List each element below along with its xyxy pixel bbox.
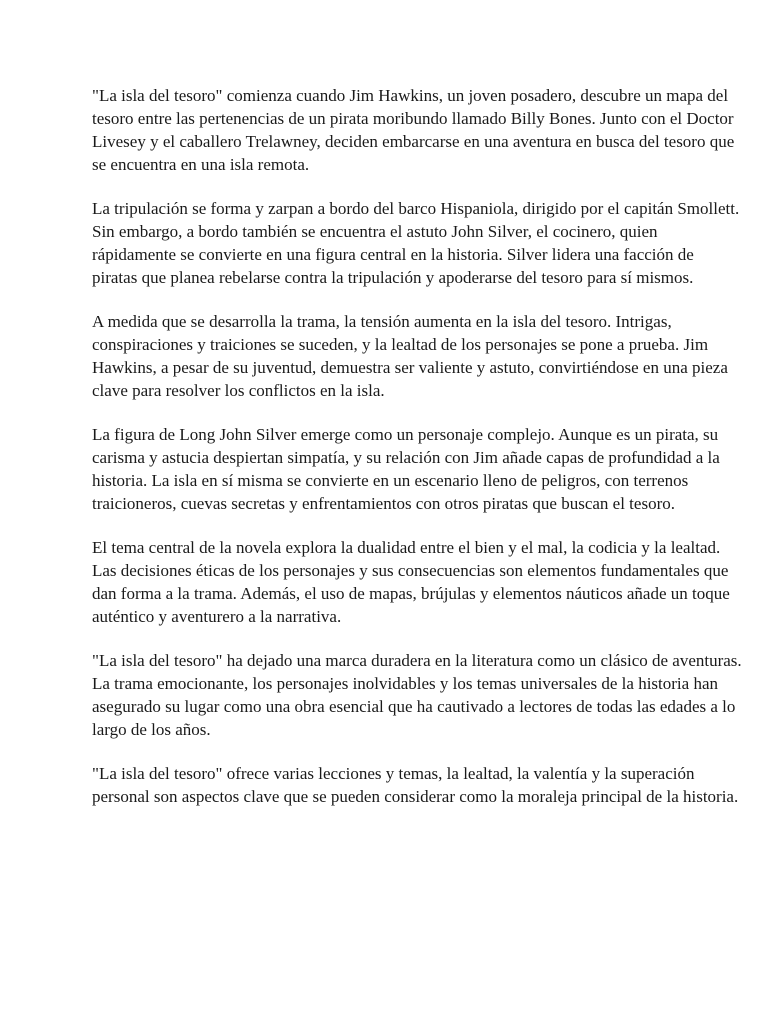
paragraph-5: El tema central de la novela explora la dualidad entre el bien y el mal, la codicia y la lealtad. Las decisiones éticas de los personajes y sus consecuencias son elementos fundamentales que dan forma a la trama. Además, el uso de mapas, brújulas y elementos náuticos añade un toque auténtico y aventurero a la narrativa. bbox=[92, 538, 730, 626]
paragraph-2: La tripulación se forma y zarpan a bordo del barco Hispaniola, dirigido por el capitán Smollett. Sin embargo, a bordo también se encuentra el astuto John Silver, el cocinero, quien rápidamente se convierte en una figura central en la historia. Silver lidera una facción de piratas que planea rebelarse contra la tripulación y apoderarse del tesoro para sí mismos. bbox=[92, 199, 740, 287]
document-page bbox=[92, 84, 742, 829]
paragraph-6: "La isla del tesoro" ha dejado una marca duradera en la literatura como un clásico de aventuras. La trama emocionante, los personajes inolvidables y los temas universales de la historia han asegurado su lugar como una obra esencial que ha cautivado a lectores de todas las edades a lo largo de los años. bbox=[92, 651, 742, 739]
paragraph-3: A medida que se desarrolla la trama, la tensión aumenta en la isla del tesoro. Intrigas, conspiraciones y traiciones se suceden, y la lealtad de los personajes se pone a prueba. Jim Hawkins, a pesar de su juventud, demuestra ser valiente y astuto, convirtiéndose en una pieza clave para resolver los conflictos en la isla. bbox=[92, 312, 728, 400]
paragraph-1: "La isla del tesoro" comienza cuando Jim Hawkins, un joven posadero, descubre un mapa del tesoro entre las pertenencias de un pirata moribundo llamado Billy Bones. Junto con el Doctor Livesey y el caballero Trelawney, deciden embarcarse en una aventura en busca del tesoro que se encuentra en una isla remota. bbox=[92, 86, 735, 174]
paragraph-4: La figura de Long John Silver emerge como un personaje complejo. Aunque es un pirata, su carisma y astucia despiertan simpatía, y su relación con Jim añade capas de profundidad a la historia. La isla en sí misma se convierte en un escenario lleno de peligros, con terrenos traicioneros, cuevas secretas y enfrentamientos con otros piratas que buscan el tesoro. bbox=[92, 425, 720, 513]
paragraph-7: "La isla del tesoro" ofrece varias lecciones y temas, la lealtad, la valentía y la superación personal son aspectos clave que se pueden considerar como la moraleja principal de la historia. bbox=[92, 764, 739, 806]
